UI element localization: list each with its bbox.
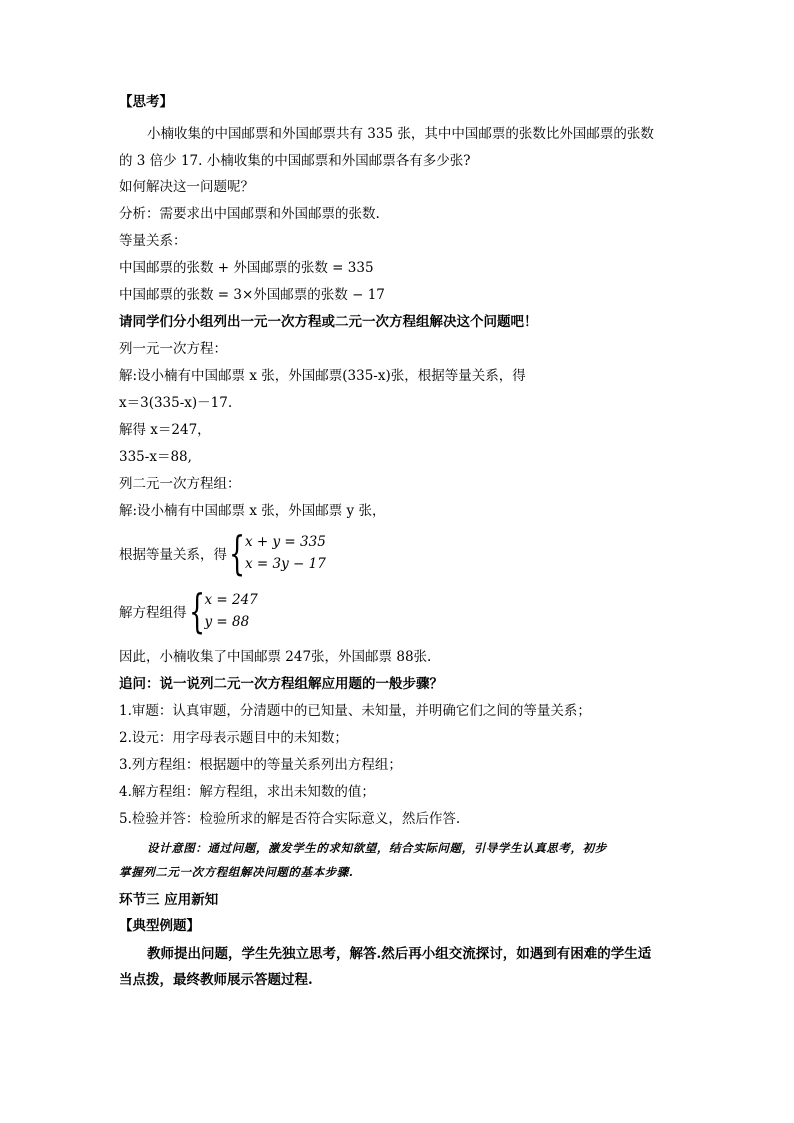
system-solution-2: y = 88 — [204, 614, 250, 630]
linear-result-2: 335-x＝88, — [119, 449, 192, 465]
heading-example: 【典型例题】 — [119, 918, 200, 934]
system-equations — [245, 531, 326, 575]
follow-up-question: 追问：说一说列二元一次方程组解应用题的一般步骤？ — [119, 676, 443, 692]
conclusion-text: 因此，小楠收集了中国邮票 247张，外国邮票 88张. — [119, 649, 432, 665]
design-note-line-1: 设计意图：通过问题，激发学生的求知欲望，结合实际问题，引导学生认真思考，初步 — [147, 841, 607, 855]
linear-title: 列一元一次方程： — [119, 341, 227, 357]
relation-2: 中国邮票的张数 = 3×外国邮票的张数 − 17 — [119, 287, 385, 303]
step-5: 5.检验并答：检验所求的解是否符合实际意义，然后作答. — [119, 811, 461, 827]
solution-system — [119, 584, 258, 638]
linear-result-1: 解得 x＝247， — [119, 422, 211, 438]
step-3: 3.列方程组：根据题中的等量关系列出方程组； — [119, 757, 402, 773]
section-title: 环节三 应用新知 — [119, 892, 219, 908]
problem-line-2: 的 3 倍少 17. 小楠收集的中国邮票和外国邮票各有多少张? — [119, 153, 471, 169]
equation-system — [119, 526, 326, 580]
group-prompt: 请同学们分小组列出一元一次方程或二元一次方程组解决这个问题吧！ — [119, 314, 538, 330]
system-solve-label: 解方程组得 — [119, 605, 187, 621]
analysis-text: 分析：需要求出中国邮票和外国邮票的张数. — [119, 206, 380, 222]
problem-line-1: 小楠收集的中国邮票和外国邮票共有 335 张，其中中国邮票的张数比外国邮票的张数 — [147, 126, 654, 142]
left-brace-icon: { — [188, 584, 205, 638]
system-equation-1: x + y = 335 — [245, 534, 326, 550]
system-solution-1: x = 247 — [204, 592, 258, 608]
teacher-line-1: 教师提出问题，学生先独立思考，解答.然后再小组交流探讨，如遇到有困难的学生适 — [147, 946, 652, 962]
system-solutions — [205, 589, 258, 633]
system-equation-2: x = 3y − 17 — [245, 556, 326, 572]
system-title: 列二元一次方程组： — [119, 476, 241, 492]
system-relation-label: 根据等量关系，得 — [119, 547, 227, 563]
step-1: 1.审题：认真审题，分清题中的已知量、未知量，并明确它们之间的等量关系； — [119, 703, 591, 719]
step-2: 2.设元：用字母表示题目中的未知数； — [119, 730, 348, 746]
linear-setup: 解:设小楠有中国邮票 x 张，外国邮票(335-x)张，根据等量关系，得 — [119, 368, 526, 384]
heading-thinking: 【思考】 — [119, 94, 173, 110]
left-brace-icon: { — [229, 526, 246, 580]
system-setup: 解:设小楠有中国邮票 x 张，外国邮票 y 张， — [119, 503, 386, 519]
relation-1: 中国邮票的张数 + 外国邮票的张数 = 335 — [119, 260, 374, 276]
linear-equation: x＝3(335-x)－17. — [119, 395, 233, 411]
question-text: 如何解决这一问题呢？ — [119, 179, 254, 195]
teacher-line-2: 当点拨，最终教师展示答题过程. — [119, 972, 313, 988]
step-4: 4.解方程组：解方程组，求出未知数的值； — [119, 784, 375, 800]
relation-title: 等量关系： — [119, 233, 187, 249]
design-note-line-2: 掌握列二元一次方程组解决问题的基本步骤. — [119, 865, 354, 879]
